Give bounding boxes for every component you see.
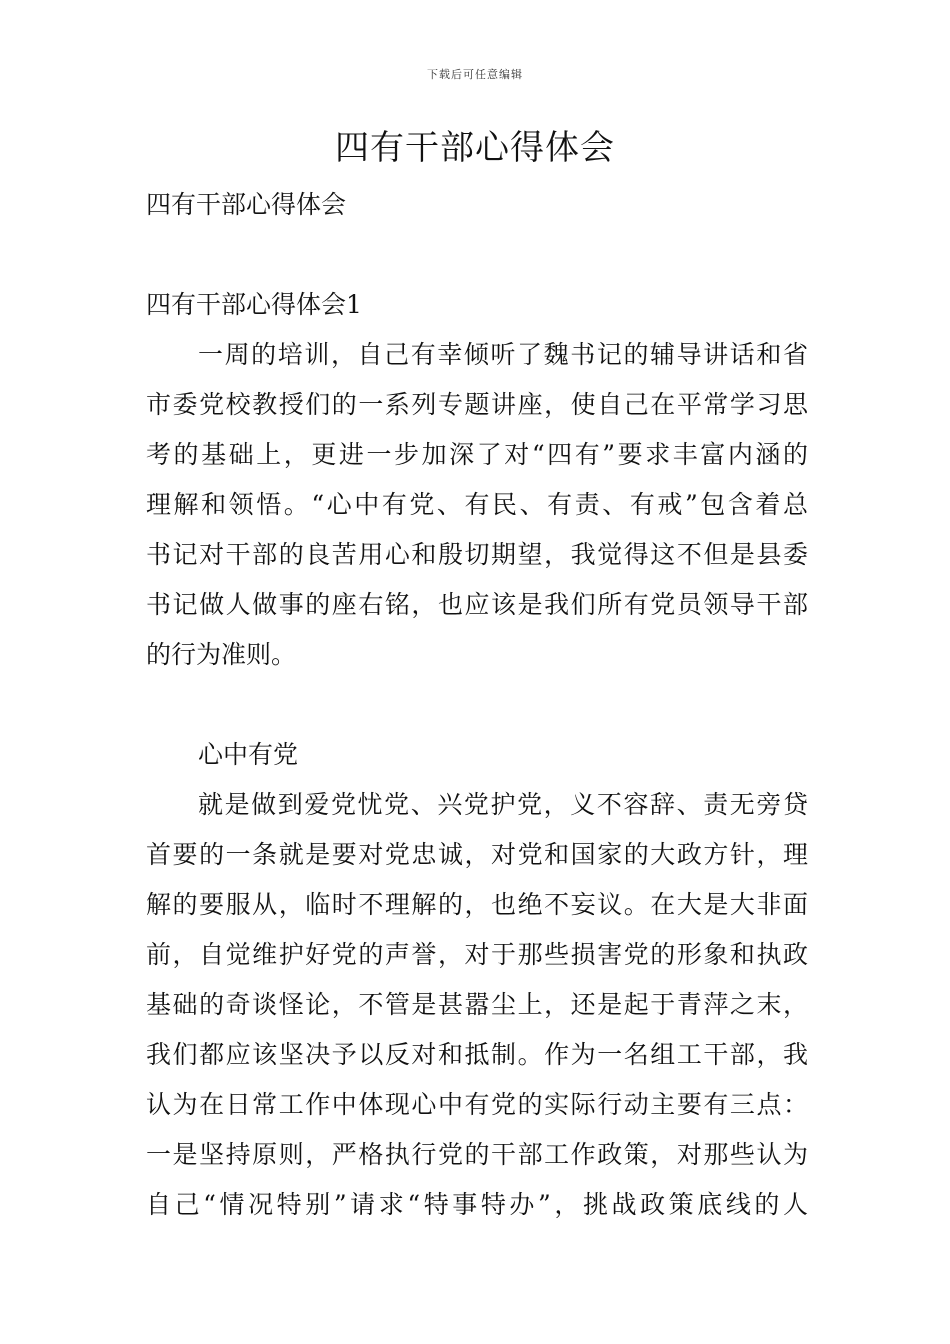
paragraph-line: 书记对干部的良苦用心和殷切期望，我觉得这不但是县委	[146, 540, 808, 569]
section-heading: 四有干部心得体会1	[146, 290, 362, 319]
section-heading: 心中有党	[198, 740, 299, 769]
paragraph-line: 的行为准则。	[146, 640, 297, 669]
document-title: 四有干部心得体会	[335, 128, 615, 168]
paragraph-line: 考的基础上，更进一步加深了对“四有”要求丰富内涵的	[146, 440, 808, 469]
blank-line	[146, 680, 808, 730]
paragraph-line: 自己“情况特别”请求“特事特办”，挑战政策底线的人	[146, 1190, 808, 1219]
subtitle: 四有干部心得体会	[146, 190, 347, 219]
header-note: 下载后可任意编辑	[427, 68, 523, 81]
paragraph-line: 我们都应该坚决予以反对和抵制。作为一名组工干部，我	[146, 1040, 808, 1069]
paragraph-line: 前，自觉维护好党的声誉，对于那些损害党的形象和执政	[146, 940, 808, 969]
paragraph-line: 就是做到爱党忧党、兴党护党，义不容辞、责无旁贷	[198, 790, 808, 819]
paragraph-line: 认为在日常工作中体现心中有党的实际行动主要有三点：	[146, 1090, 808, 1119]
paragraph-line: 首要的一条就是要对党忠诚，对党和国家的大政方针，理	[146, 840, 808, 869]
document-body	[146, 180, 808, 1230]
paragraph-line: 一是坚持原则，严格执行党的干部工作政策，对那些认为	[146, 1140, 808, 1169]
paragraph-line: 理解和领悟。“心中有党、有民、有责、有戒”包含着总	[146, 490, 808, 519]
paragraph-line: 一周的培训，自己有幸倾听了魏书记的辅导讲话和省	[198, 340, 808, 369]
paragraph-line: 书记做人做事的座右铭，也应该是我们所有党员领导干部	[146, 590, 808, 619]
blank-line	[146, 230, 808, 280]
paragraph-line: 基础的奇谈怪论，不管是甚嚣尘上，还是起于青萍之末，	[146, 990, 808, 1019]
paragraph-line: 解的要服从，临时不理解的，也绝不妄议。在大是大非面	[146, 890, 808, 919]
paragraph-line: 市委党校教授们的一系列专题讲座，使自己在平常学习思	[146, 390, 808, 419]
